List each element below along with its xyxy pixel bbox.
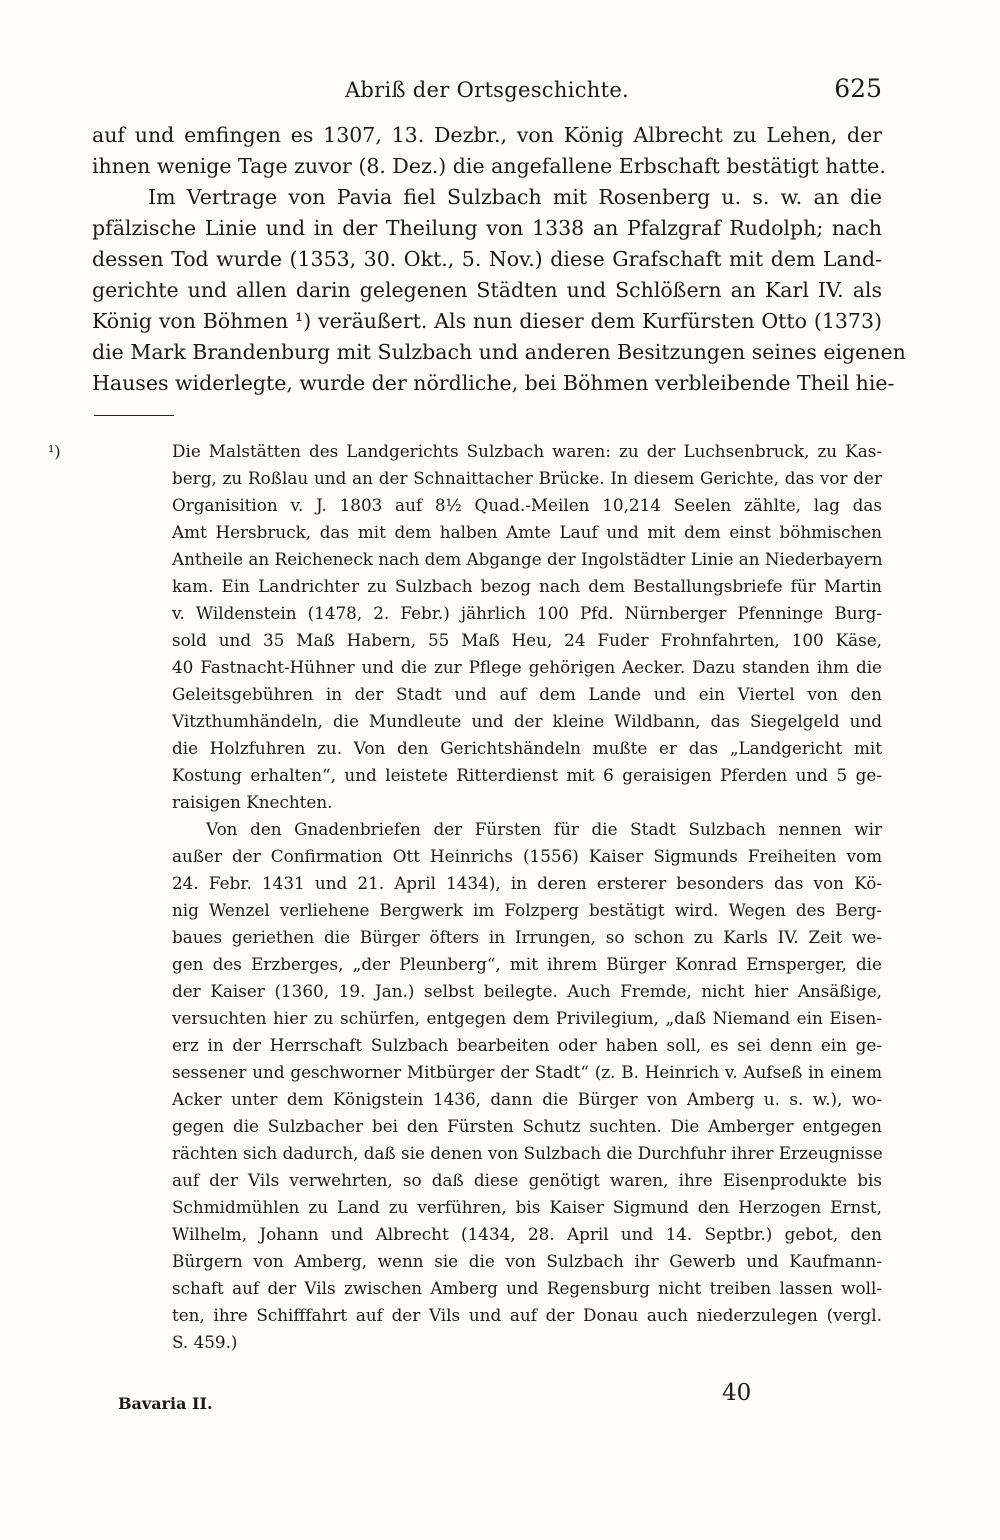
page-footer xyxy=(92,1380,882,1420)
footnote-line: die Holzfuhren zu. Von den Gerichtshändeln mußte er das „Landgericht mit xyxy=(172,738,882,758)
running-title: Abriß der Ortsgeschichte. xyxy=(344,78,630,102)
footnote-line: schaft auf der Vils zwischen Amberg und Regensburg nicht treiben lassen woll- xyxy=(172,1278,882,1298)
footnote-line: kam. Ein Landrichter zu Sulzbach bezog nach dem Bestallungsbriefe für Martin xyxy=(172,576,882,596)
footnote-line: Amt Hersbruck, das mit dem halben Amte Lauf und mit dem einst böhmischen xyxy=(172,522,882,542)
footnote-first-line-text: Die Malstätten des Landgerichts Sulzbach waren: zu der Luchsenbruck, zu Kas- xyxy=(172,441,882,461)
footnote-line: raisigen Knechten. xyxy=(172,792,333,812)
footnote-line: nig Wenzel verliehene Bergwerk im Folzperg bestätigt wird. Wegen des Berg- xyxy=(172,900,882,920)
signature-mark: Bavaria II. xyxy=(118,1394,213,1413)
footnote-line: versuchten hier zu schürfen, entgegen dem Privilegium, „daß Niemand ein Eisen- xyxy=(172,1008,882,1028)
footnote-line: der Kaiser (1360, 19. Jan.) selbst beilegte. Auch Fremde, nicht hier Ansäßige, xyxy=(172,981,882,1001)
footnote-separator-rule xyxy=(94,415,174,416)
footnote-line: Organisition v. J. 1803 auf 8½ Quad.-Meilen 10,214 Seelen zählte, lag das xyxy=(172,495,882,515)
footnote-line: gegen die Sulzbacher bei den Fürsten Schutz suchten. Die Amberger entgegen xyxy=(172,1116,882,1136)
main-line: die Mark Brandenburg mit Sulzbach und anderen Besitzungen seines eigenen xyxy=(92,340,906,364)
footnote-line: Acker unter dem Königstein 1436, dann die Bürger von Amberg u. s. w.), wo- xyxy=(172,1089,882,1109)
footnote-line: 24. Febr. 1431 und 21. April 1434), in deren ersterer besonders das von Kö- xyxy=(172,873,882,893)
footnote-line: 40 Fastnacht-Hühner und die zur Pflege gehörigen Aecker. Dazu standen ihm die xyxy=(172,657,882,677)
footnote-line: Geleitsgebühren in der Stadt und auf dem Lande und ein Viertel von den xyxy=(172,684,882,704)
main-line: auf und emfingen es 1307, 13. Dezbr., von König Albrecht zu Lehen, der xyxy=(92,123,882,147)
footnote-line: Vitzthumhändeln, die Mundleute und der kleine Wildbann, das Siegelgeld und xyxy=(172,711,882,731)
footnote-line: berg, zu Roßlau und an der Schnaittacher Brücke. In diesem Gerichte, das vor der xyxy=(172,468,882,488)
footnote-line: Wilhelm, Johann und Albrecht (1434, 28. April und 14. Septbr.) gebot, den xyxy=(172,1224,882,1244)
main-line: dessen Tod wurde (1353, 30. Okt., 5. Nov.) diese Grafschaft mit dem Land- xyxy=(92,247,882,271)
footnote-line: S. 459.) xyxy=(172,1332,238,1352)
main-line: pfälzische Linie und in der Theilung von 1338 an Pfalzgraf Rudolph; nach xyxy=(92,216,882,240)
page-number: 625 xyxy=(834,74,882,103)
footnote-paragraph-first-line: Von den Gnadenbriefen der Fürsten für die Stadt Sulzbach nennen wir xyxy=(206,819,882,839)
footnote xyxy=(48,438,883,1356)
main-line: König von Böhmen ¹) veräußert. Als nun dieser dem Kurfürsten Otto (1373) xyxy=(92,309,882,333)
footnote-line: außer der Confirmation Ott Heinrichs (1556) Kaiser Sigmunds Freiheiten vom xyxy=(172,846,882,866)
footnote-line: baues geriethen die Bürger öfters in Irrungen, so schon zu Karls IV. Zeit we- xyxy=(172,927,882,947)
running-head xyxy=(92,70,882,110)
main-line: Hauses widerlegte, wurde der nördliche, bei Böhmen verbleibende Theil hie- xyxy=(92,371,895,395)
footnote-line: auf der Vils verwehrten, so daß diese genötigt waren, ihre Eisenprodukte bis xyxy=(172,1170,882,1190)
footnote-line: erz in der Herrschaft Sulzbach bearbeiten oder haben soll, es sei denn ein ge- xyxy=(172,1035,882,1055)
main-text xyxy=(92,120,906,399)
signature-number: 40 xyxy=(722,1380,752,1406)
footnote-first-line xyxy=(48,438,882,465)
main-line: ihnen wenige Tage zuvor (8. Dez.) die angefallene Erbschaft bestätigt hatte. xyxy=(92,154,886,178)
footnote-line: ten, ihre Schifffahrt auf der Vils und auf der Donau auch niederzulegen (vergl. xyxy=(172,1305,882,1325)
footnote-line: sold und 35 Maß Habern, 55 Maß Heu, 24 Fuder Frohnfahrten, 100 Käse, xyxy=(172,630,882,650)
footnote-line: sessener und geschworner Mitbürger der Stadt“ (z. B. Heinrich v. Aufseß in einem xyxy=(172,1062,882,1082)
footnote-line: Schmidmühlen zu Land zu verführen, bis Kaiser Sigmund den Herzogen Ernst, xyxy=(172,1197,882,1217)
footnote-line: Kostung erhalten“, und leistete Ritterdienst mit 6 geraisigen Pferden und 5 ge- xyxy=(172,765,882,785)
footnote-line: v. Wildenstein (1478, 2. Febr.) jährlich 100 Pfd. Nürnberger Pfenninge Burg- xyxy=(172,603,882,623)
book-page xyxy=(48,60,906,1500)
footnote-line: Bürgern von Amberg, wenn sie die von Sulzbach ihr Gewerb und Kaufmann- xyxy=(172,1251,882,1271)
footnote-line: gen des Erzberges, „der Pleunberg“, mit ihrem Bürger Konrad Ernsperger, die xyxy=(172,954,882,974)
footnote-line: Antheile an Reicheneck nach dem Abgange der Ingolstädter Linie an Niederbayern xyxy=(172,549,883,569)
main-line: Im Vertrage von Pavia fiel Sulzbach mit Rosenberg u. s. w. an die xyxy=(148,185,882,209)
main-line: gerichte und allen darin gelegenen Städten und Schlößern an Karl IV. als xyxy=(92,278,882,302)
footnote-marker: ¹) xyxy=(48,442,61,461)
footnote-line: rächten sich dadurch, daß sie denen von Sulzbach die Durchfuhr ihrer Erzeugnisse xyxy=(172,1143,883,1163)
